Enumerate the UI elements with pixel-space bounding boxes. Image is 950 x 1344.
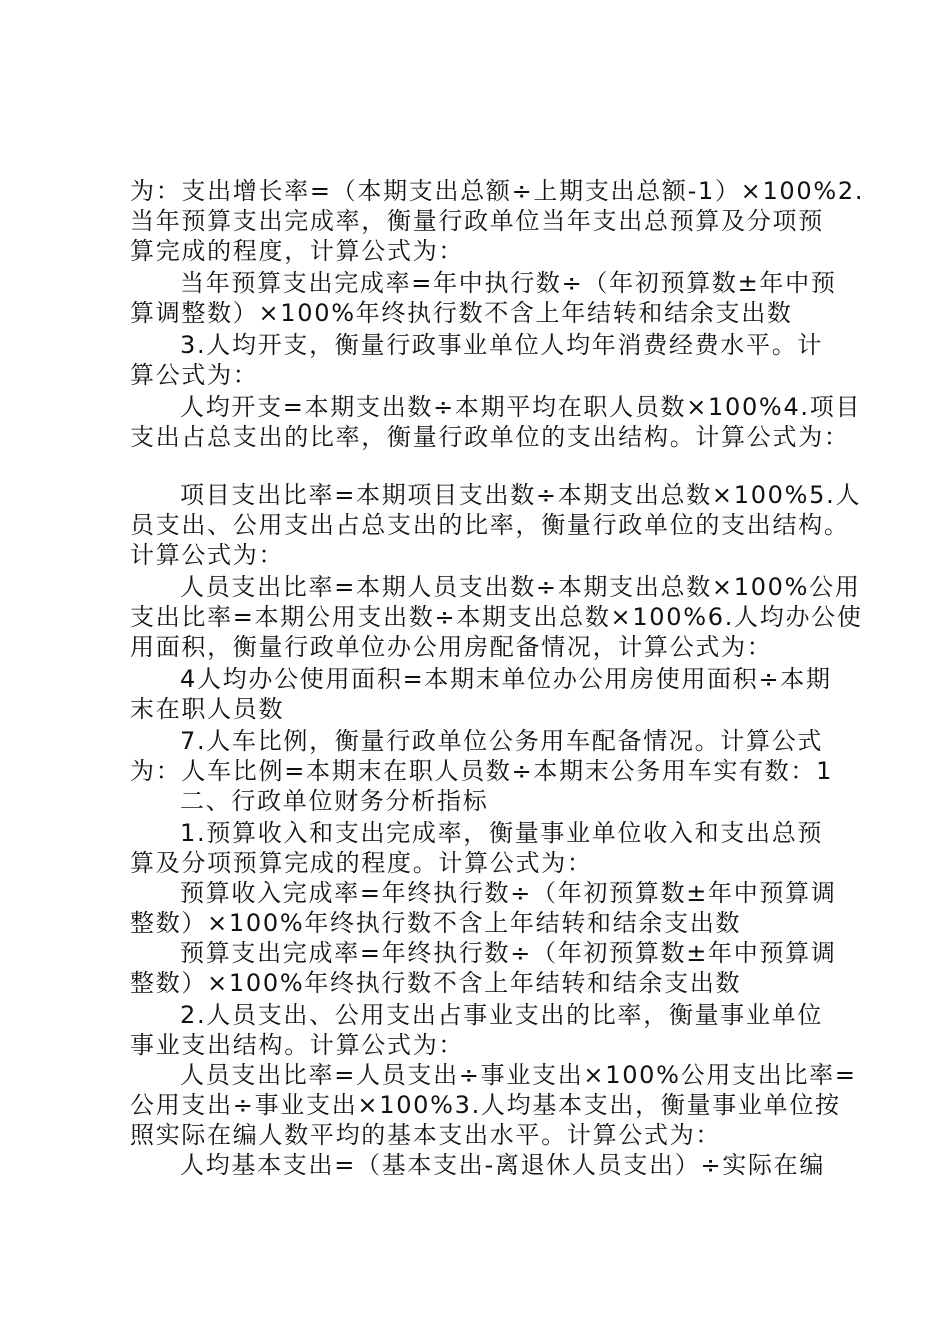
text-line: 4人均办公使用面积=本期末单位办公用房使用面积÷本期 bbox=[180, 665, 832, 693]
text-line: 当年预算支出完成率=年中执行数÷（年初预算数±年中预 bbox=[180, 269, 837, 297]
text-line: 用面积，衡量行政单位办公用房配备情况，计算公式为： bbox=[130, 633, 773, 661]
text-line: 2.人员支出、公用支出占事业支出的比率，衡量事业单位 bbox=[180, 1001, 824, 1029]
text-line: 公用支出÷事业支出×100%3.人均基本支出，衡量事业单位按 bbox=[130, 1091, 841, 1119]
text-line: 预算收入完成率=年终执行数÷（年初预算数±年中预算调 bbox=[180, 879, 837, 907]
text-line: 1.预算收入和支出完成率，衡量事业单位收入和支出总预 bbox=[180, 819, 824, 847]
text-line: 算完成的程度，计算公式为： bbox=[130, 237, 465, 265]
text-line: 算调整数）×100%年终执行数不含上年结转和结余支出数 bbox=[130, 299, 793, 327]
text-line: 人员支出比率=人员支出÷事业支出×100%公用支出比率= bbox=[180, 1061, 857, 1089]
text-line: 7.人车比例，衡量行政单位公务用车配备情况。计算公式 bbox=[180, 727, 824, 755]
text-line: 计算公式为： bbox=[130, 541, 285, 569]
text-line: 整数）×100%年终执行数不含上年结转和结余支出数 bbox=[130, 969, 742, 997]
text-line: 为：人车比例=本期末在职人员数÷本期末公务用车实有数：1 bbox=[130, 757, 834, 785]
text-line: 支出占总支出的比率，衡量行政单位的支出结构。计算公式为： bbox=[130, 423, 850, 451]
text-line: 人均基本支出=（基本支出-离退休人员支出）÷实际在编 bbox=[180, 1151, 826, 1179]
text-line: 照实际在编人数平均的基本支出水平。计算公式为： bbox=[130, 1121, 722, 1149]
text-line: 算公式为： bbox=[130, 361, 259, 389]
text-line: 算及分项预算完成的程度。计算公式为： bbox=[130, 849, 593, 877]
text-line: 事业支出结构。计算公式为： bbox=[130, 1031, 465, 1059]
text-line: 整数）×100%年终执行数不含上年结转和结余支出数 bbox=[130, 909, 742, 937]
text-line: 人均开支=本期支出数÷本期平均在职人员数×100%4.项目 bbox=[180, 393, 862, 421]
text-line: 末在职人员数 bbox=[130, 695, 285, 723]
text-line: 预算支出完成率=年终执行数÷（年初预算数±年中预算调 bbox=[180, 939, 837, 967]
text-line: 员支出、公用支出占总支出的比率，衡量行政单位的支出结构。 bbox=[130, 511, 850, 539]
text-line: 为：支出增长率=（本期支出总额÷上期支出总额-1）×100%2. bbox=[130, 177, 865, 205]
text-line: 项目支出比率=本期项目支出数÷本期支出总数×100%5.人 bbox=[180, 481, 862, 509]
text-line: 支出比率=本期公用支出数÷本期支出总数×100%6.人均办公使 bbox=[130, 603, 863, 631]
text-line: 人员支出比率=本期人员支出数÷本期支出总数×100%公用 bbox=[180, 573, 861, 601]
section-heading: 二、行政单位财务分析指标 bbox=[180, 787, 489, 815]
text-line: 3.人均开支，衡量行政事业单位人均年消费经费水平。计 bbox=[180, 331, 824, 359]
text-line: 当年预算支出完成率，衡量行政单位当年支出总预算及分项预 bbox=[130, 207, 824, 235]
